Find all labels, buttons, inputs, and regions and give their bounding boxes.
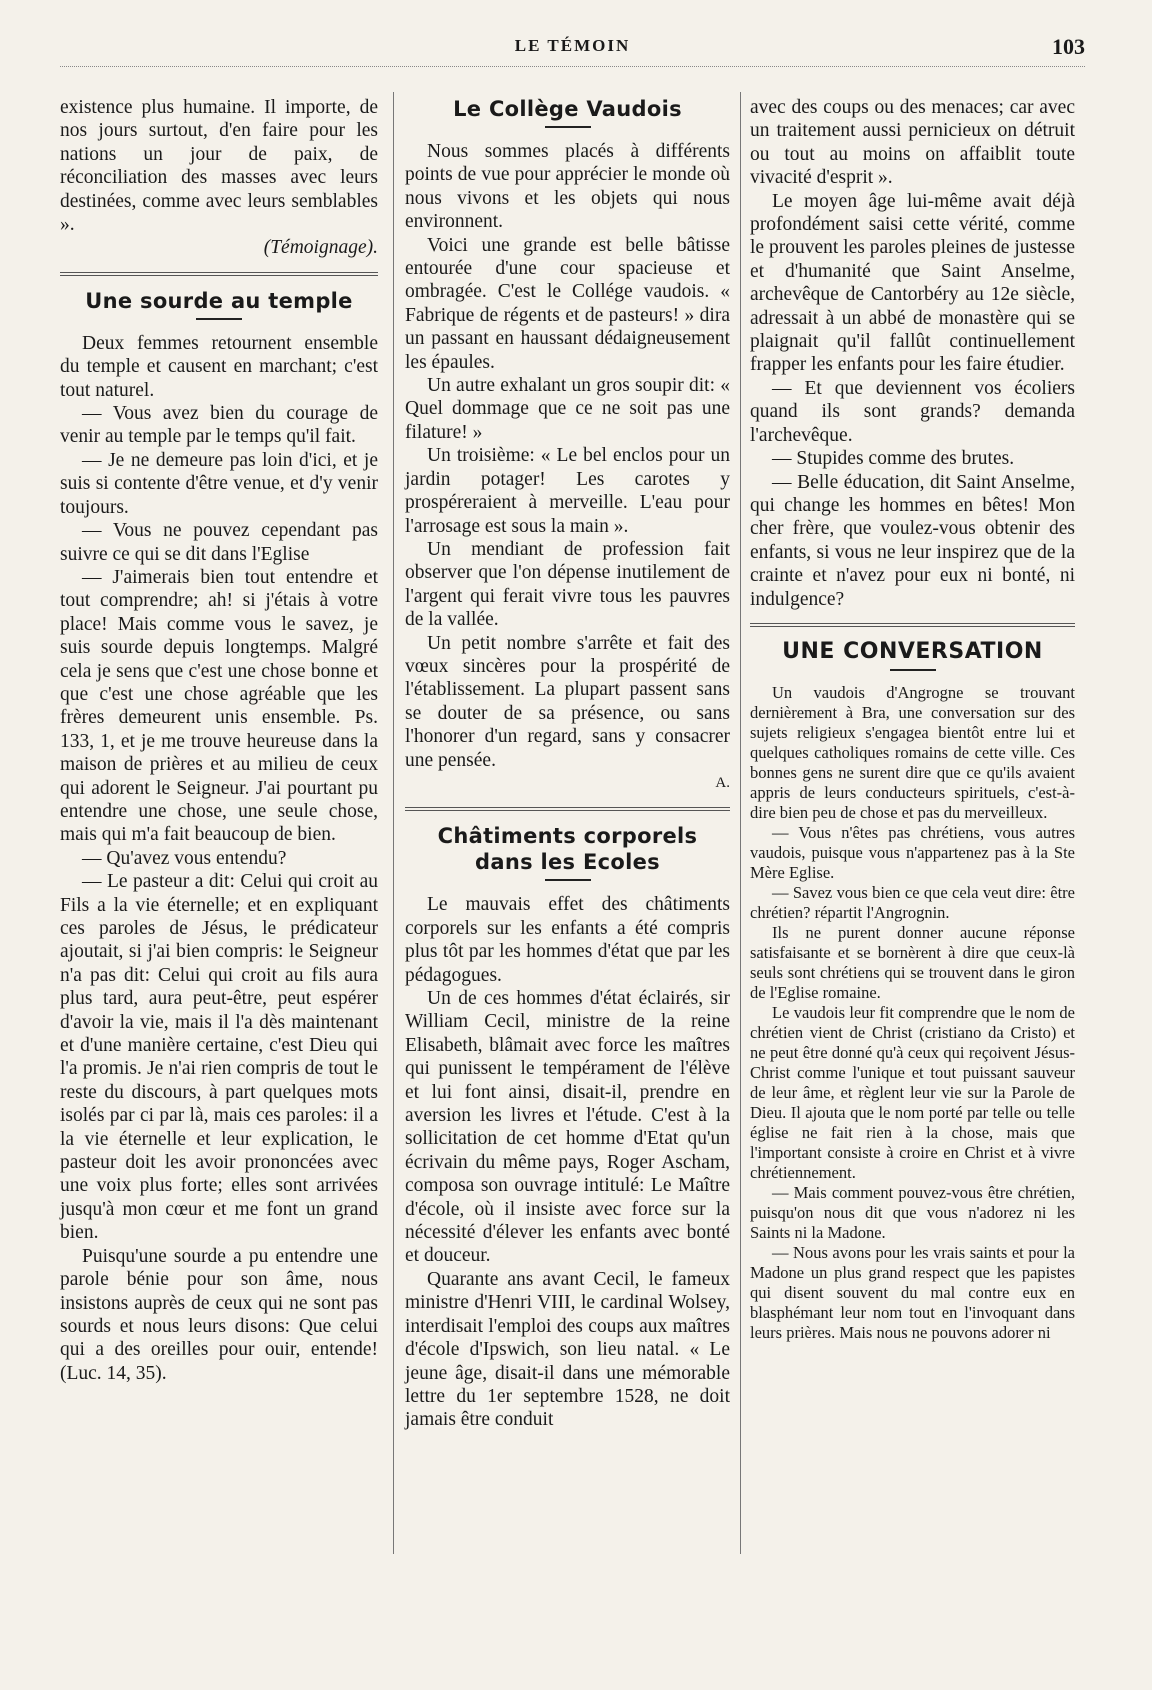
- article-title: Châtiments corporels dans les Ecoles: [437, 824, 698, 875]
- source-signature: (Témoignage).: [263, 237, 378, 259]
- paragraph: — Je ne demeure pas loin d'ici, et je suis si contente d'être venue, et d'y venir toujours.: [60, 449, 378, 518]
- paragraph: Quarante ans avant Cecil, le fameux ministre d'Henri VIII, le cardinal Wolsey, interdisait l'emploi des coups aux maîtres d'école d'Ipswich, son lieu natal. « Le jeune âge, disait-il dans une mémorable lettre du 1er septembre 1528, ne doit jamais être conduit: [405, 1268, 730, 1431]
- paragraph: Nous sommes placés à différents points de vue pour apprécier le monde où nous vivons et les objets qui nous environnent.: [405, 141, 730, 233]
- paragraph: — Le pasteur a dit: Celui qui croit au Fils a la vie éternelle; et en expliquant ces paroles de Jésus, le prédicateur ajoutait, si j'ai bien compris: le Seigneur n'a pas dit: Celui qui croit au fils aura plus tard, aura peut-être, peut espérer d'avoir la vie, mais il l'a dès maintenant et d'une manière certaine, c'est Dieu qui l'a promis. Je n'ai rien compris de tout le reste du discours, à part quelques mots isolés par ci par là, mais ces paroles: il a la vie éternelle et leur explication, le pasteur doit les avoir prononcées avec une voix plus forte; elles sont arrivées jusqu'à mon cœur et me font un grand bien.: [60, 871, 378, 1244]
- page-header: [60, 34, 1085, 60]
- paragraph: — Stupides comme des brutes.: [772, 448, 1015, 470]
- article-title: Le Collège Vaudois: [453, 97, 682, 121]
- title-rule: [545, 879, 591, 881]
- section-rule: [405, 807, 730, 811]
- paragraph: — J'aimerais bien tout entendre et tout comprendre; ah! si j'étais à votre place! Mais comme vous le savez, je suis sourde depuis longtemps. Malgré cela je sens que c'est une chose bonne et que c'est une chose agréable que les frères demeurent unis ensemble. Ps. 133, 1, et je me trouve heureuse dans la maison de prières et au milieu de ceux qui adorent le Seigneur. J'ai pourtant pu entendre une chose, une seule chose, mais qui m'a fait beaucoup de bien.: [60, 566, 378, 846]
- section-rule: [750, 623, 1075, 627]
- paragraph: Un petit nombre s'arrête et fait des vœux sincères pour la prospérité de l'établissement. La plupart passent sans se douter de sa présence, ou sans l'honorer d'un regard, sans y consacrer une pensée.: [405, 632, 730, 771]
- paragraph: — Belle éducation, dit Saint Anselme, qui change les hommes en bêtes! Mon cher frère, que voulez-vous obtenir des enfants, si vous ne leur inspirez que de la crainte et n'avez pour eux ni bonté, ni indulgence?: [750, 471, 1075, 610]
- column-3: [750, 96, 1075, 1343]
- paragraph: Un vaudois d'Angrogne se trouvant dernièrement à Bra, une conversation sur des sujets religieux s'engagea bientôt entre lui et quelques catholiques romains de cette ville. Ces bonnes gens ne surent dire que ce qu'ils avaient appris de leurs conducteurs spirituels, c'est-à-dire bien peu de chose et pas du merveilleux.: [750, 682, 1075, 822]
- article-body-small: [750, 683, 1075, 1343]
- paragraph: Un de ces hommes d'état éclairés, sir William Cecil, ministre de la reine Elisabeth, blâmait avec force les maîtres qui punissent le tempérament de l'élève et lui font ainsi, disait-il, prendre en aversion les livres et l'étude. C'est à la sollicitation de cet homme d'Etat qu'un écrivain du même pays, Roger Ascham, composa son ouvrage intitulé: Le Maître d'école, où il insiste avec force sur la nécessité d'élever les enfants avec bonté et douceur.: [405, 988, 730, 1267]
- paragraph: — Savez vous bien ce que cela veut dire: être chrétien? répartit l'Angrognin.: [750, 882, 1075, 922]
- paragraph: — Vous n'êtes pas chrétiens, vous autres vaudois, puisque vous n'appartenez pas à la Ste Mère Eglise.: [750, 822, 1075, 882]
- paragraph: — Nous avons pour les vrais saints et pour la Madone un plus grand respect que les papistes qui disent souvent du mal contre eux en blasphémant leur nom tout en l'invoquant dans leurs prières. Mais nous ne pouvons adorer ni: [750, 1242, 1075, 1342]
- paragraph: — Et que deviennent vos écoliers quand ils sont grands? demanda l'archevêque.: [750, 377, 1075, 446]
- paragraph: — Mais comment pouvez-vous être chrétien, puisqu'on nous dit que vous n'adorez ni les Saints ni la Madone.: [750, 1182, 1075, 1242]
- paragraph: — Vous ne pouvez cependant pas suivre ce qui se dit dans l'Eglise: [60, 520, 378, 565]
- paragraph: Deux femmes retournent ensemble du temple et causent en marchant; c'est tout naturel.: [60, 332, 378, 401]
- column-2: [405, 96, 730, 1432]
- paragraph: avec des coups ou des menaces; car avec un traitement aussi pernicieux on détruit ou tout au moins on affaiblit toute vivacité d'esprit ».: [750, 97, 1075, 189]
- paragraph: Ils ne purent donner aucune réponse satisfaisante et se bornèrent à dire que ceux-là seuls sont chrétiens qui se trouvent dans le giron de l'Eglise romaine.: [750, 922, 1075, 1002]
- title-rule: [890, 669, 936, 671]
- paragraph: Le vaudois leur fit comprendre que le nom de chrétien vient de Christ (cristiano da Cristo) et ne peut être donné qu'à ceux qui reçoivent Jésus-Christ comme l'unique et tout puissant sauveur de leur âme, et règlent leur vie sur la Parole de Dieu. Il ajouta que le nom porté par telle ou telle église ne fait rien à la chose, mais que l'important consiste à croire en Christ et à vivre chrétiennement.: [750, 1002, 1075, 1182]
- article-title: UNE CONVERSATION: [782, 638, 1043, 664]
- paragraph: Voici une grande est belle bâtisse entourée d'une cour spacieuse et ombragée. C'est le Collége vaudois. « Fabrique de régents et de pasteurs! » dira un passant en haussant dédaigneusement les épaules.: [405, 234, 730, 373]
- title-rule: [196, 318, 242, 320]
- author-initial: A.: [715, 774, 730, 791]
- title-rule: [545, 126, 591, 128]
- section-rule: [60, 272, 378, 276]
- column-1: [60, 96, 378, 1385]
- article-title: Une sourde au temple: [85, 288, 353, 313]
- paragraph: Un troisième: « Le bel enclos pour un jardin potager! Les carotes y prospéreraient à merveille. L'eau pour l'arrosage est sous la main ».: [405, 445, 730, 537]
- paragraph: — Vous avez bien du courage de venir au temple par le temps qu'il fait.: [60, 403, 378, 448]
- paragraph: Un autre exhalant un gros soupir dit: « Quel dommage que ce ne soit pas une filature! »: [405, 375, 730, 443]
- paragraph: Un mendiant de profession fait observer que l'on dépense inutilement de l'argent qui ferait vivre tous les pauvres de la vallée.: [405, 538, 730, 631]
- paragraph: — Qu'avez vous entendu?: [82, 847, 287, 869]
- page-number: 103: [1052, 34, 1085, 59]
- header-rule: [60, 66, 1085, 67]
- paragraph: Le moyen âge lui-même avait déjà profondément saisi cette vérité, comme le prouvent les paroles pleines de justesse et d'humanité que Saint Anselme, archevêque de Cantorbéry au 12e siècle, adressait à un abbé de monastère qui se plaignait qu'il fallût continuellement frapper les enfants pour les faire étudier.: [750, 190, 1075, 376]
- paragraph: Le mauvais effet des châtiments corporels sur les enfants a été compris plus tôt par les hommes d'état que par les pédagogues.: [405, 894, 730, 986]
- column-divider: [740, 92, 741, 1554]
- running-title: LE TÉMOIN: [514, 36, 631, 55]
- paragraph: existence plus humaine. Il importe, de nos jours surtout, d'en faire pour les nations un jour de paix, de réconciliation des masses avec leurs destinées, comme avec leurs semblables ».: [60, 97, 378, 236]
- column-divider: [393, 92, 394, 1554]
- paragraph: Puisqu'une sourde a pu entendre une parole bénie pour son âme, nous insistons auprès de ceux qui ne sont pas sourds et nous leurs disons: Que celui qui a des oreilles pour ouir, entende! (Luc. 14, 35).: [60, 1245, 378, 1384]
